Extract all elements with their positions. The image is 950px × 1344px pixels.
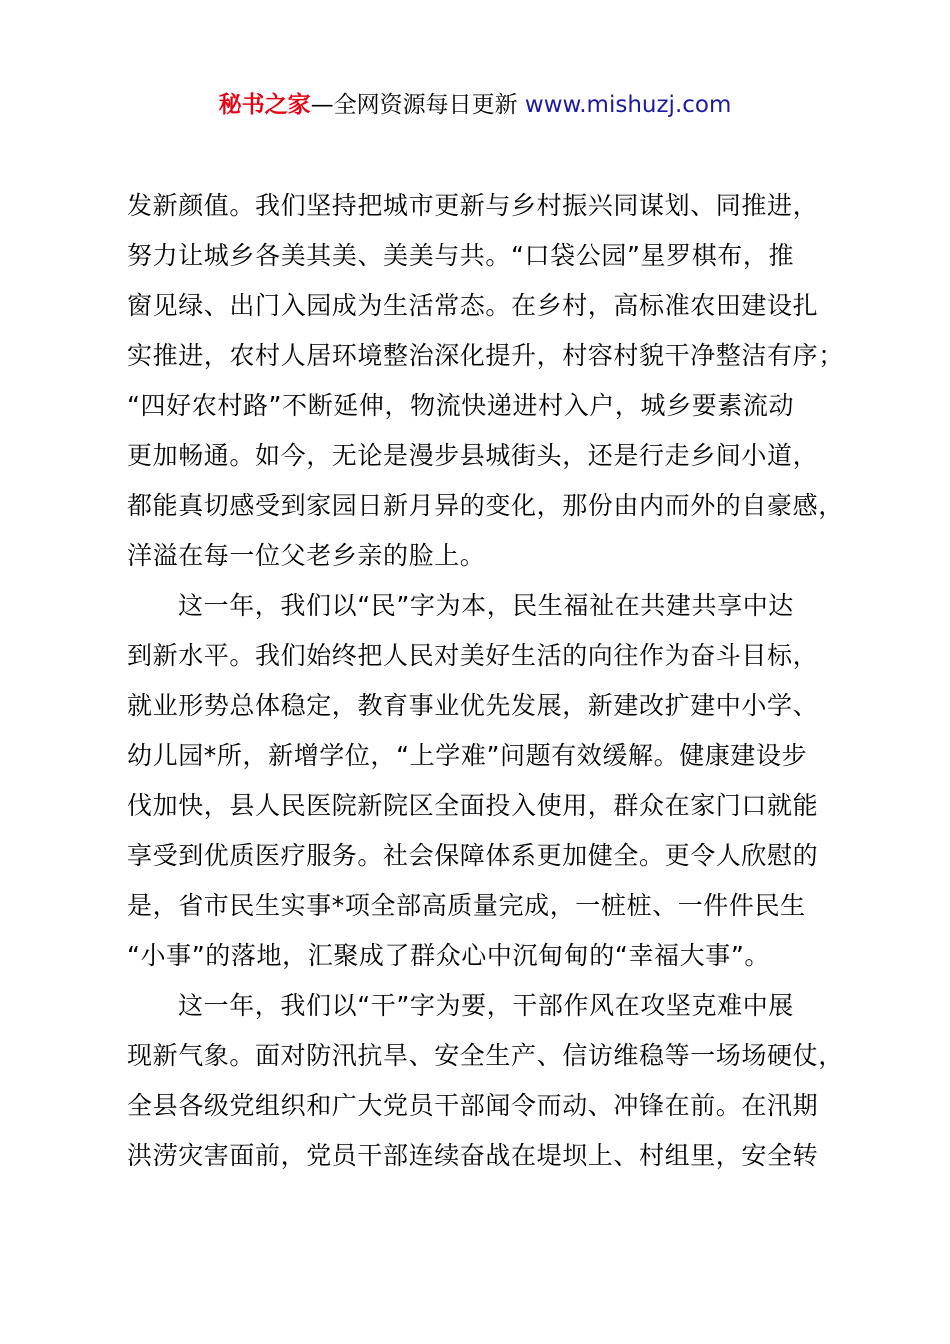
- text-line: 享受到优质医疗服务。社会保障体系更加健全。更令人欣慰的: [127, 841, 819, 870]
- text-line: 这一年，我们以“干”字为要，干部作风在攻坚克难中展: [178, 991, 794, 1020]
- site-tagline: —全网资源每日更新: [310, 92, 518, 118]
- text-line: 现新气象。面对防汛抗旱、安全生产、信访维稳等一场场硬仗，: [127, 1041, 844, 1070]
- text-line: 更加畅通。如今，无论是漫步县城街头，还是行走乡间小道，: [127, 441, 819, 470]
- text-line: 伐加快，县人民医院新院区全面投入使用，群众在家门口就能: [127, 791, 819, 820]
- text-line: 窗见绿、出门入园成为生活常态。在乡村，高标准农田建设扎: [127, 291, 819, 320]
- text-line: 就业形势总体稳定，教育事业优先发展，新建改扩建中小学、: [127, 691, 819, 720]
- text-line: “四好农村路”不断延伸，物流快递进村入户，城乡要素流动: [127, 391, 795, 420]
- text-line: 洪涝灾害面前，党员干部连续奋战在堤坝上、村组里，安全转: [127, 1141, 819, 1170]
- text-line: 是，省市民生实事*项全部高质量完成，一桩桩、一件件民生: [127, 891, 806, 920]
- text-line: “小事”的落地，汇聚成了群众心中沉甸甸的“幸福大事”。: [127, 941, 771, 970]
- site-url-link[interactable]: www.mishuzj.com: [524, 92, 732, 118]
- text-line: 发新颜值。我们坚持把城市更新与乡村振兴同谋划、同推进，: [127, 191, 819, 220]
- text-line: 洋溢在每一位父老乡亲的脸上。: [127, 541, 486, 570]
- site-brand: 秘书之家: [218, 92, 311, 118]
- paragraph: [127, 181, 844, 581]
- text-line: 到新水平。我们始终把人民对美好生活的向往作为奋斗目标，: [127, 641, 819, 670]
- text-line: 这一年，我们以“民”字为本，民生福祉在共建共享中达: [178, 591, 794, 620]
- text-line: 幼儿园*所，新增学位，“上学难”问题有效缓解。健康建设步: [127, 741, 808, 770]
- text-line: 都能真切感受到家园日新月异的变化，那份由内而外的自豪感，: [127, 491, 844, 520]
- site-header: [0, 88, 950, 122]
- text-line: 全县各级党组织和广大党员干部闻令而动、冲锋在前。在汛期: [127, 1091, 819, 1120]
- paragraph: [127, 581, 827, 981]
- text-line: 努力让城乡各美其美、美美与共。“口袋公园”星罗棋布，推: [127, 241, 795, 270]
- document-body: [127, 181, 844, 1181]
- paragraph: [127, 981, 844, 1181]
- text-line: 实推进，农村人居环境整治深化提升，村容村貌干净整洁有序；: [127, 341, 844, 370]
